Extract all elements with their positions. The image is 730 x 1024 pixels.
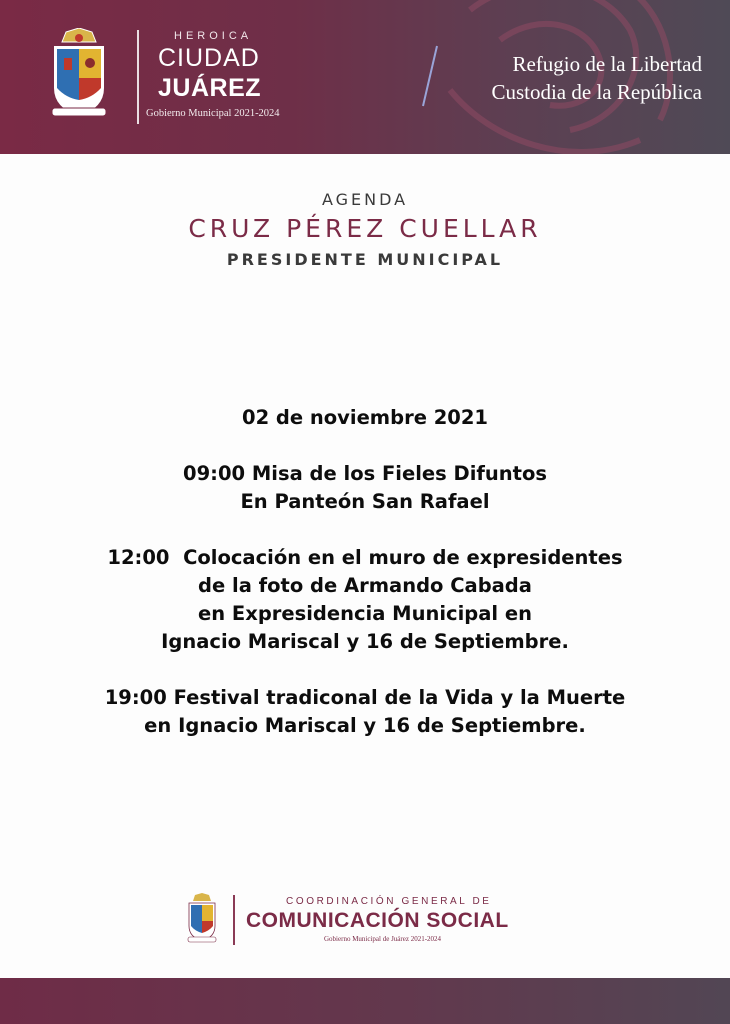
agenda-event	[0, 460, 730, 516]
event-line: en Ignacio Mariscal y 16 de Septiembre.	[144, 714, 586, 737]
event-line: de la foto de Armando Cabada	[198, 574, 532, 597]
event-line: 19:00 Festival tradiconal de la Vida y la Muerte	[104, 686, 626, 709]
gobierno-text: Gobierno Municipal 2021-2024	[146, 108, 280, 119]
coat-of-arms-icon	[46, 28, 112, 122]
agenda-event	[0, 684, 730, 740]
person-name: CRUZ PÉREZ CUELLAR	[188, 214, 542, 243]
agenda-date: 02 de noviembre 2021	[242, 406, 488, 429]
person-role: PRESIDENTE MUNICIPAL	[226, 250, 504, 269]
motto-line-1: Refugio de la Libertad	[512, 52, 702, 76]
coordinacion-text: COORDINACIÓN GENERAL DE	[286, 896, 492, 907]
event-line: En Panteón San Rafael	[240, 490, 490, 513]
motto-line-2: Custodia de la República	[491, 80, 702, 104]
agenda-label: AGENDA	[321, 190, 409, 209]
agenda-event	[0, 544, 730, 656]
ciudad-text: CIUDAD	[158, 44, 260, 72]
footer-divider	[233, 895, 235, 945]
header-band	[0, 0, 730, 154]
event-line: en Expresidencia Municipal en	[198, 602, 532, 625]
event-line: 09:00 Misa de los Fieles Difuntos	[183, 462, 547, 485]
motto	[440, 50, 702, 106]
event-line: Ignacio Mariscal y 16 de Septiembre.	[161, 630, 569, 653]
header-divider	[137, 30, 139, 124]
slash-divider-icon	[420, 44, 440, 108]
event-line: 12:00 Colocación en el muro de expresidentes	[107, 546, 623, 569]
juarez-text: JUÁREZ	[158, 74, 262, 102]
footer-band	[0, 978, 730, 1024]
heroica-text: HEROICA	[174, 30, 253, 42]
agenda-body	[0, 404, 730, 768]
coat-of-arms-icon	[186, 893, 218, 945]
comunicacion-social-text: COMUNICACIÓN SOCIAL	[246, 909, 509, 932]
footer-gobierno-text: Gobierno Municipal de Juárez 2021-2024	[324, 935, 442, 943]
